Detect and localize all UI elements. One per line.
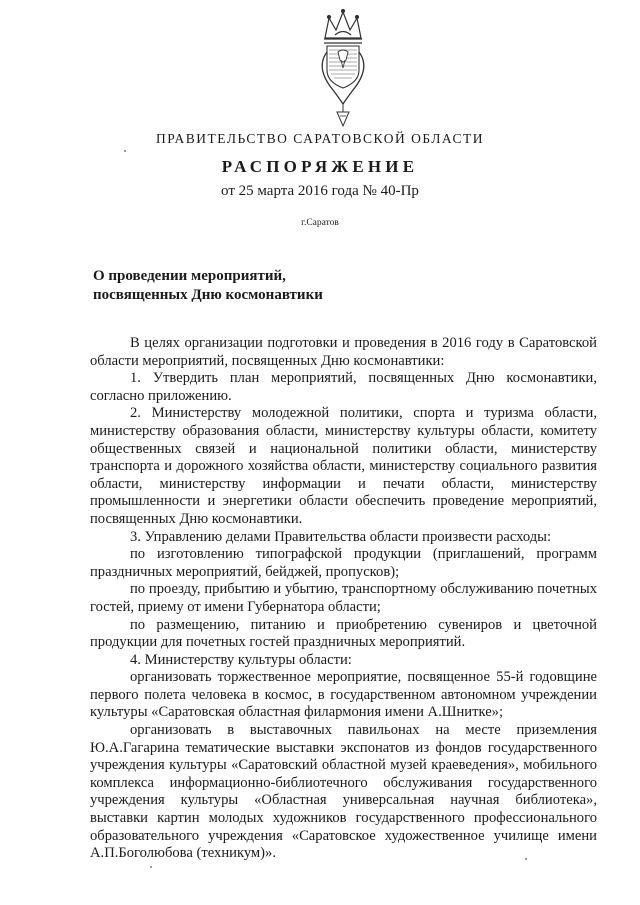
subject-line-1: О проведении мероприятий,	[93, 268, 286, 284]
paragraph-item-1: 1. Утвердить план мероприятий, посвященных Дню космонавтики, согласно приложению.	[90, 370, 597, 404]
document-type-title: РАСПОРЯЖЕНИЕ	[221, 157, 419, 176]
document-subject	[93, 267, 323, 305]
paragraph-item-4: 4. Министерству культуры области:	[130, 651, 352, 668]
paragraph-item-3-accommodation: по размещению, питанию и приобретению сувениров и цветочной продукции для почетных гостей праздничных мероприятий.	[90, 616, 597, 651]
paragraph-item-3-printing: по изготовлению типографской продукции (приглашений, программ праздничных мероприятий, бейджей, пропусков);	[90, 546, 597, 580]
document-date-number: от 25 марта 2016 года № 40-Пр	[221, 183, 419, 199]
scan-speck	[525, 858, 527, 860]
scan-speck	[150, 866, 152, 868]
scan-speck	[124, 150, 126, 152]
government-name: ПРАВИТЕЛЬСТВО САРАТОВСКОЙ ОБЛАСТИ	[156, 131, 484, 146]
paragraph-preamble: В целях организации подготовки и проведения в 2016 году в Саратовской области мероприятий, посвященных Дню космонавтики:	[90, 335, 597, 369]
paragraph-item-3-transport: по проезду, прибытию и убытию, транспортному обслуживанию почетных гостей, приему от имени Губернатора области;	[90, 581, 597, 615]
subject-line-2: посвященных Дню космонавтики	[93, 287, 323, 303]
paragraph-item-3: 3. Управлению делами Правительства области произвести расходы:	[130, 528, 552, 545]
paragraph-item-2: 2. Министерству молодежной политики, спорта и туризма области, министерству образования области, министерству культуры области, комитету общественных связей и национальной политики области, министерству транспорта и дорожного хозяйства области, министерству социального развития области, министерству информации и печати области, министерству промышленности и энергетики области обеспечить проведение мероприятий, посвященных Дню космонавтики.	[90, 405, 597, 527]
document-city: г.Саратов	[301, 218, 339, 228]
paragraph-item-4-ceremony: организовать торжественное мероприятие, посвященное 55-й годовщине первого полета человека в космос, в государственном автономном учреждении культуры «Саратовская областная филармония имени А.Шнитке»;	[90, 669, 597, 721]
saratov-coat-of-arms-icon	[305, 8, 381, 128]
document-body	[90, 335, 597, 863]
paragraph-item-4-exhibitions: организовать в выставочных павильонах на месте приземления Ю.А.Гагарина тематические выставки экспонатов из фондов государственного учреждения культуры «Саратовский областной музей краеведения», мобильного комплекса информационно-библиотечного обслуживания государственного учреждения культуры «Областная универсальная научная библиотека», выставки картин молодых художников государственного профессионального образовательного учреждения «Саратовское художественное училище имени А.П.Боголюбова (техникум)».	[90, 722, 597, 862]
